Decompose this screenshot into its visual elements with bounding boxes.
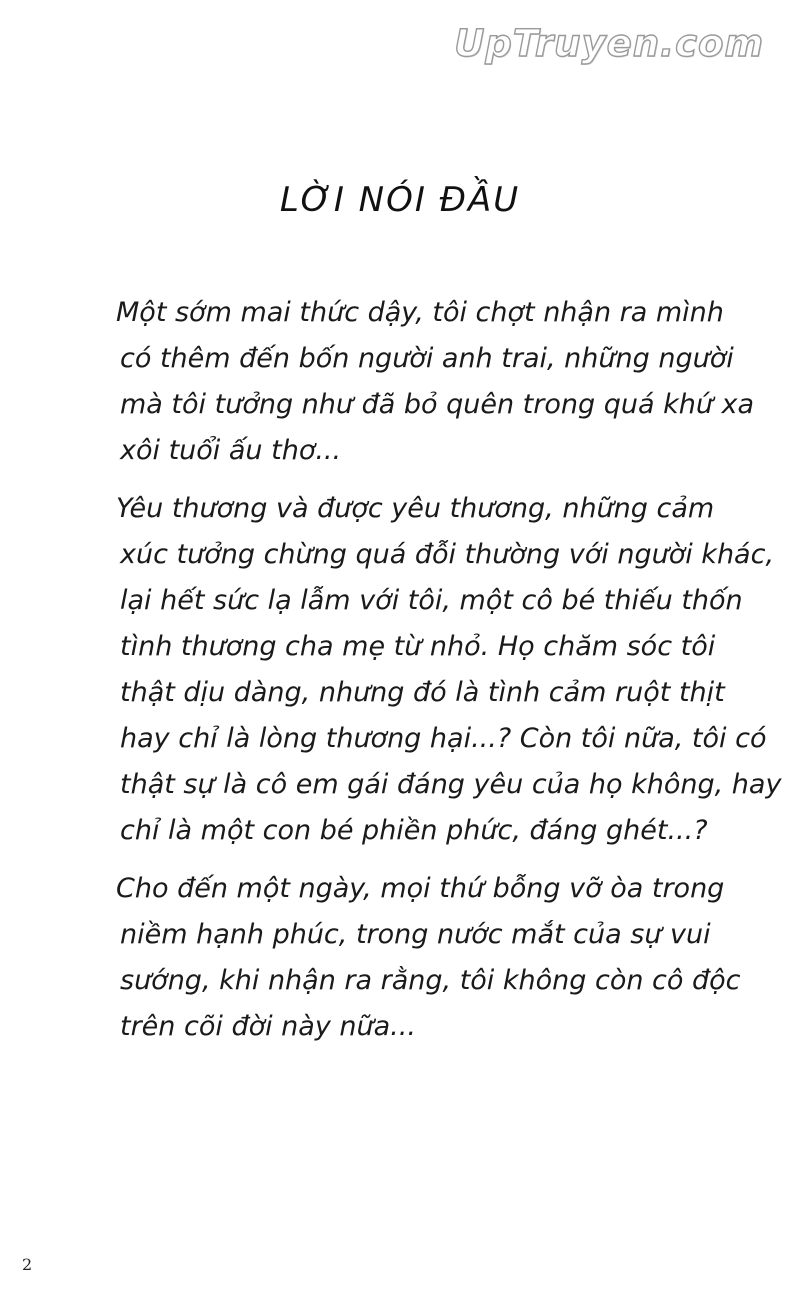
text-line: trên cõi đời này nữa... <box>120 1011 416 1042</box>
text-line: Một sớm mai thức dậy, tôi chợt nhận ra mình <box>116 297 724 328</box>
text-line: xúc tưởng chừng quá đỗi thường với người khác, <box>120 539 775 570</box>
paragraph <box>116 290 755 474</box>
text-line: niềm hạnh phúc, trong nước mắt của sự vui <box>120 919 711 950</box>
text-line: thật dịu dàng, nhưng đó là tình cảm ruột thịt <box>120 677 725 708</box>
watermark: UpTruyen.com <box>454 22 764 65</box>
text-line: hay chỉ là lòng thương hại...? Còn tôi nữa, tôi có <box>120 723 767 754</box>
text-line: mà tôi tưởng như đã bỏ quên trong quá khứ xa <box>120 389 755 420</box>
page-title: LỜI NÓI ĐẦU <box>279 180 521 220</box>
text-line: có thêm đến bốn người anh trai, những người <box>120 343 734 374</box>
text-line: sướng, khi nhận ra rằng, tôi không còn cô độc <box>120 965 741 996</box>
paragraph <box>116 866 741 1050</box>
text-line: chỉ là một con bé phiền phức, đáng ghét...? <box>120 815 708 846</box>
page-number: 2 <box>22 1255 33 1274</box>
text-line: lại hết sức lạ lẫm với tôi, một cô bé thiếu thốn <box>120 585 743 616</box>
text-line: Yêu thương và được yêu thương, những cảm <box>116 493 715 524</box>
text-line: Cho đến một ngày, mọi thứ bỗng vỡ òa trong <box>116 873 725 904</box>
body-text <box>116 290 782 1062</box>
paragraph <box>116 486 782 854</box>
text-line: thật sự là cô em gái đáng yêu của họ không, hay <box>120 769 782 800</box>
text-line: xôi tuổi ấu thơ... <box>120 435 342 466</box>
text-line: tình thương cha mẹ từ nhỏ. Họ chăm sóc tôi <box>120 631 716 662</box>
